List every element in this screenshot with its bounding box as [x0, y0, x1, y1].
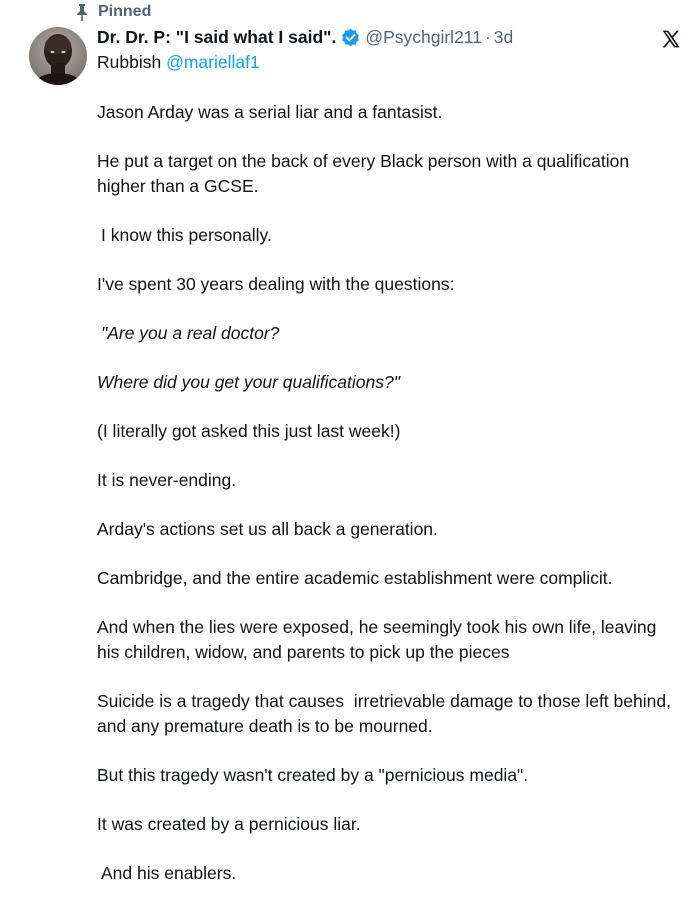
- post-paragraph: And when the lies were exposed, he seemingly took his own life, leaving his children, widow, and parents to pick up the pieces: [97, 617, 662, 662]
- pinned-indicator: [75, 2, 151, 22]
- post-paragraph-quote: "Are you a real doctor?: [101, 323, 280, 343]
- post-paragraph: Jason Arday was a serial liar and a fantasist.: [97, 102, 443, 122]
- post-paragraph: I've spent 30 years dealing with the questions:: [97, 274, 455, 294]
- post-paragraph: Cambridge, and the entire academic establishment were complicit.: [97, 568, 613, 588]
- reply-context: [97, 52, 260, 76]
- post-paragraph: It is never-ending.: [97, 470, 237, 490]
- post-paragraph: Suicide is a tragedy that causes irretrievable damage to those left behind, and any premature death is to be mourned.: [97, 691, 676, 736]
- post-paragraph: (I literally got asked this just last week!): [97, 421, 401, 441]
- verified-badge-icon: [341, 28, 360, 47]
- post-paragraph: He put a target on the back of every Black person with a qualification higher than a GCSE.: [97, 151, 634, 196]
- post-paragraph: But this tragedy wasn't created by a "pernicious media".: [97, 765, 529, 785]
- post-body: [97, 100, 676, 910]
- author-display-name[interactable]: Dr. Dr. P: "I said what I said".: [97, 26, 337, 47]
- avatar[interactable]: [29, 27, 87, 85]
- header-separator: ·: [484, 26, 491, 47]
- post-header: [97, 24, 513, 50]
- post-paragraph: It was created by a pernicious liar.: [97, 814, 361, 834]
- pinned-label: Pinned: [98, 3, 152, 20]
- post-paragraph-quote: Where did you get your qualifications?": [97, 372, 400, 392]
- reply-mention-link[interactable]: @mariellaf1: [166, 52, 260, 72]
- author-handle[interactable]: @Psychgirl211: [365, 26, 482, 47]
- x-logo-icon: [661, 29, 681, 49]
- pin-icon: [75, 3, 89, 21]
- post-paragraph: And his enablers.: [101, 863, 237, 883]
- reply-prefix: Rubbish: [97, 52, 162, 72]
- post-paragraph: I know this personally.: [101, 225, 272, 245]
- post-timestamp[interactable]: 3d: [493, 26, 514, 47]
- post-paragraph: Arday's actions set us all back a generation.: [97, 519, 438, 539]
